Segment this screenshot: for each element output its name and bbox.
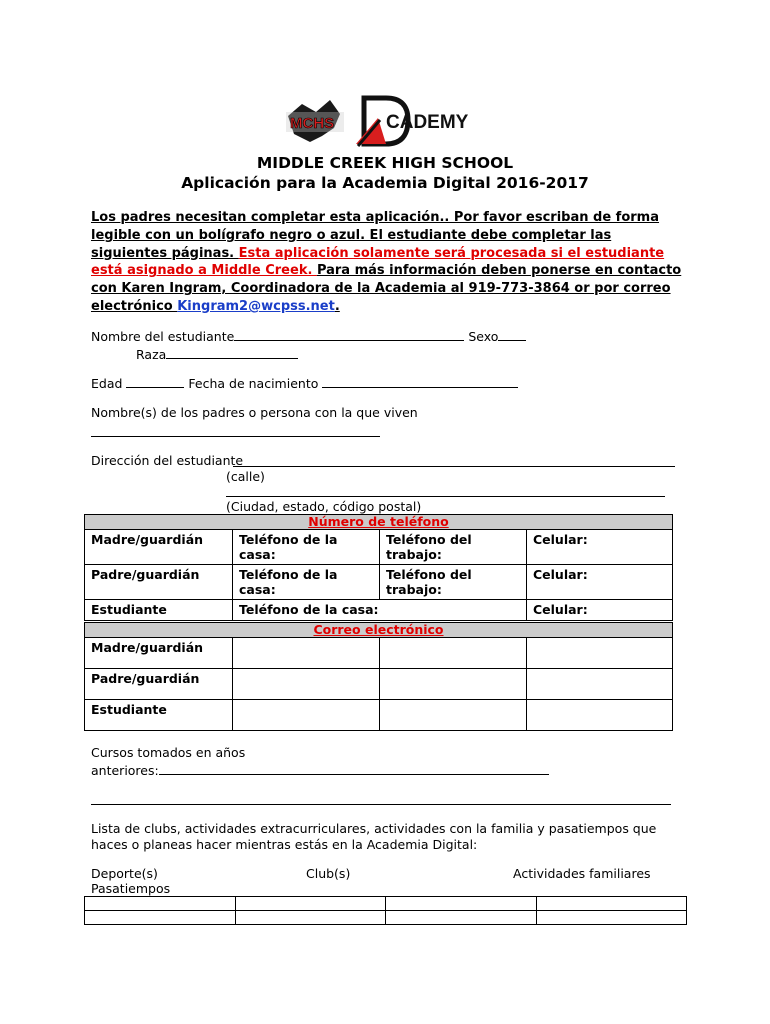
mchs-academy-logo — [282, 94, 492, 150]
intro-text-1: Los padres necesitan completar esta aplicación.. Por favor escriban de forma legible con un bolígrafo negro o azul. El estudiante debe completar las siguientes páginas. — [91, 210, 660, 261]
family-activities-header: Actividades familiares — [513, 866, 651, 881]
courses-label-1: Cursos tomados en años — [91, 745, 246, 760]
school-name: MIDDLE CREEK HIGH SCHOOL — [256, 154, 514, 172]
phone-row-label: Estudiante — [85, 600, 233, 621]
table-row — [85, 600, 673, 621]
table-row — [85, 530, 673, 565]
courses-field[interactable] — [159, 762, 549, 775]
street-field[interactable] — [233, 466, 675, 467]
courses-field-2[interactable] — [91, 804, 671, 805]
activity-cell[interactable] — [235, 911, 386, 925]
city-field[interactable] — [226, 496, 665, 497]
email-cell[interactable] — [233, 700, 380, 731]
mchs-logo-text: MCHS — [290, 115, 335, 132]
sports-header: Deporte(s) — [91, 866, 158, 881]
intro-warning: Esta aplicación solamente será procesada si el estudiante está asignado a Middle Creek. — [91, 245, 665, 279]
intro-paragraph — [91, 209, 691, 316]
parents-field[interactable] — [91, 436, 380, 437]
intro-period: . — [334, 298, 340, 314]
email-banner: Correo electrónico — [85, 623, 673, 638]
table-row — [85, 700, 673, 731]
header-logos — [282, 94, 492, 150]
dob-label: Fecha de nacimiento — [188, 376, 319, 391]
email-cell[interactable] — [380, 669, 527, 700]
email-cell[interactable] — [527, 700, 673, 731]
phone-table — [84, 514, 673, 621]
race-label: Raza — [136, 347, 167, 362]
work-phone-cell[interactable]: Teléfono del trabajo: — [380, 530, 527, 565]
race-row — [136, 346, 298, 362]
courses-label-2: anteriores: — [91, 763, 159, 778]
hobbies-header: Pasatiempos — [91, 881, 171, 896]
email-cell[interactable] — [527, 669, 673, 700]
race-field[interactable] — [166, 346, 298, 359]
email-cell[interactable] — [233, 669, 380, 700]
cell-phone-cell[interactable]: Celular: — [527, 530, 673, 565]
email-cell[interactable] — [233, 638, 380, 669]
email-cell[interactable] — [380, 700, 527, 731]
table-row — [85, 897, 687, 911]
age-label: Edad — [91, 376, 123, 391]
table-row — [85, 911, 687, 925]
home-phone-cell[interactable]: Teléfono de la casa: — [233, 530, 380, 565]
address-label: Dirección del estudiante — [91, 453, 244, 468]
email-cell[interactable] — [527, 638, 673, 669]
page-title: Aplicación para la Academia Digital 2016-2017 — [181, 174, 589, 192]
activity-cell[interactable] — [536, 911, 687, 925]
work-phone-cell[interactable]: Teléfono del trabajo: — [380, 565, 527, 600]
clubs-header: Club(s) — [306, 866, 351, 881]
student-name-label: Nombre del estudiante — [91, 329, 235, 344]
home-phone-cell[interactable]: Teléfono de la casa: — [233, 565, 380, 600]
activity-cell[interactable] — [235, 897, 386, 911]
coordinator-email-link[interactable]: Kingram2@wcpss.net — [177, 298, 335, 314]
student-name-field[interactable] — [234, 328, 464, 341]
email-table — [84, 622, 673, 731]
activities-table — [84, 896, 687, 925]
intro-text-2: Para más información deben ponerse en contacto con Karen Ingram, Coordinadora de la Academia al 919-773-3864 or por correo electrónico — [91, 263, 682, 314]
street-label: (calle) — [226, 469, 265, 484]
phone-row-label: Madre/guardián — [85, 530, 233, 565]
phone-banner: Número de teléfono — [85, 515, 673, 530]
email-cell[interactable] — [380, 638, 527, 669]
activity-cell[interactable] — [536, 897, 687, 911]
email-row-label: Madre/guardián — [85, 638, 233, 669]
cell-phone-cell[interactable]: Celular: — [527, 565, 673, 600]
sex-field[interactable] — [498, 328, 526, 341]
parents-label: Nombre(s) de los padres o persona con la que viven — [91, 405, 418, 420]
table-row — [85, 669, 673, 700]
activity-cell[interactable] — [386, 911, 537, 925]
courses-row — [91, 762, 549, 778]
phone-row-label: Padre/guardián — [85, 565, 233, 600]
age-field[interactable] — [126, 375, 184, 388]
table-row — [85, 565, 673, 600]
cell-phone-cell[interactable]: Celular: — [527, 600, 673, 621]
activities-prompt: Lista de clubs, actividades extracurriculares, actividades con la familia y pasatiempos que haces o planeas hacer mientras estás en la Academia Digital: — [91, 821, 657, 852]
age-row — [91, 375, 518, 391]
dob-field[interactable] — [322, 375, 518, 388]
activity-cell[interactable] — [386, 897, 537, 911]
activity-cell[interactable] — [85, 911, 236, 925]
student-name-row — [91, 328, 526, 344]
sex-label: Sexo — [468, 329, 499, 344]
email-row-label: Estudiante — [85, 700, 233, 731]
email-row-label: Padre/guardián — [85, 669, 233, 700]
academy-logo-text: CADEMY — [386, 112, 469, 133]
activity-cell[interactable] — [85, 897, 236, 911]
table-row — [85, 638, 673, 669]
city-label: (Ciudad, estado, código postal) — [226, 499, 422, 514]
home-phone-cell[interactable]: Teléfono de la casa: — [233, 600, 527, 621]
